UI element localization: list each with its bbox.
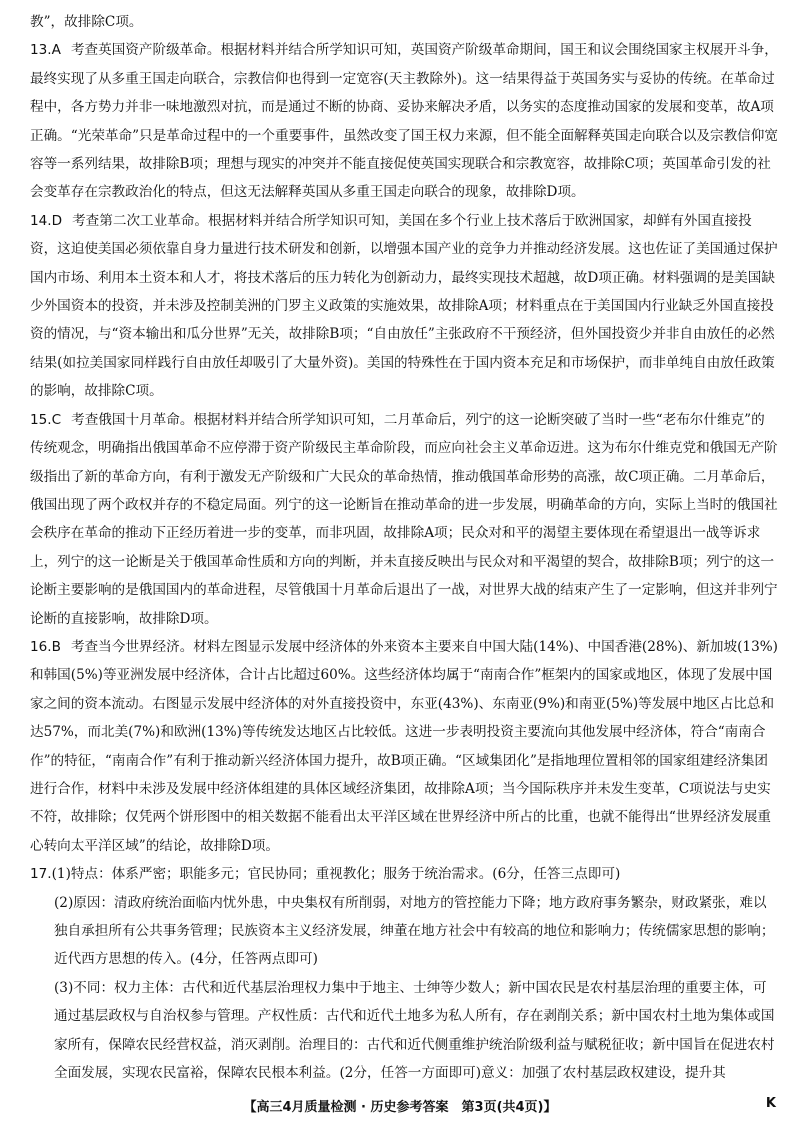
answer-letter: B [51, 638, 61, 655]
answer-letter: D [51, 212, 63, 229]
footer-text: 【高三4月质量检测 · 历史参考答案 第3页(共4页)】 [243, 1100, 557, 1115]
question-number: 13. [30, 42, 52, 59]
question-number: 17. [30, 866, 52, 883]
question-17 [30, 860, 778, 888]
explanation-text: 考查第二次工业革命。根据材料并结合所学知识可知，美国在多个行业上技术落后于欧洲国家，却鲜有外国直接投资，这迫使美国必须依靠自身力量进行技术研发和创新，以增强本国产业的竞争力并推动经济发展。这也佐证了美国通过保护国内市场、利用本土资本和人才，将技术落后的压力转化为创新动力，最终实现技术超越，故D项正确。材料强调的是美国缺少外国资本的投资，并未涉及控制美洲的门罗主义政策的实施效果，故排除A项；材料重点在于美国国内行业缺乏外国直接投资的情况，与“资本输出和瓜分世界”无关，故排除B项；“自由放任”主张政府不干预经济，但外国投资少并非自由放任的必然结果(如拉美国家同样践行自由放任却吸引了大量外资)。美国的特殊性在于国内资本充足和市场保护，而非单纯自由放任政策的影响，故排除C项。 [30, 212, 778, 400]
continued-text: 教”，故排除C项。 [30, 14, 143, 30]
explanation-text: 考查当今世界经济。材料左图显示发展中经济体的外来资本主要来自中国大陆(14%)、中国香港(28%)、新加坡(13%)和韩国(5%)等亚洲发展中经济体，合计占比超过60%。这些经济体均属于“南南合作”框架内的国家或地区，体现了发展中国家之间的资本流动。右图显示发展中经济体的对外直接投资中，东亚(43%)、东南亚(9%)和南亚(5%)等发展中地区占比总和达57%，而北美(7%)和欧洲(13%)等传统发达地区占比较低。这进一步表明投资主要流向其他发展中经济体，符合“南南合作”的特征，“南南合作”有利于推动新兴经济体国力提升，故B项正确。“区域集团化”是指地理位置相邻的国家组建经济集团进行合作，材料中未涉及发展中经济体组建的具体区域经济集团，故排除A项；当今国际秩序并未发生变革，C项说法与史实不符，故排除；仅凭两个饼形图中的相关数据不能看出太平洋区域在世界经济中所占的比重，也就不能得出“世界经济发展重心转向太平洋区域”的结论，故排除D项。 [30, 638, 778, 854]
footer-corner-mark: K [765, 1096, 776, 1111]
question-17-part-2: (2)原因：清政府统治面临内忧外患，中央集权有所削弱，对地方的管控能力下降；地方政府事务繁杂，财政紧张，难以独自承担所有公共事务管理；民族资本主义经济发展，绅董在地方社会中有较高的地位和影响力；传统儒家思想的影响；近代西方思想的传入。(4分，任答两点即可) [54, 894, 775, 968]
question-number: 15. [30, 411, 52, 428]
question-15 [30, 406, 778, 633]
question-13 [30, 36, 778, 206]
explanation-text: 考查英国资产阶级革命。根据材料并结合所学知识可知，英国资产阶级革命期间，国王和议会围绕国家主权展开斗争，最终实现了从多重王国走向联合，宗教信仰也得到一定宽容(天主教除外)。这一结果得益于英国务实与妥协的传统。在革命过程中，各方势力并非一味地激烈对抗，而是通过不断的协商、妥协来解决矛盾，以务实的态度推动国家的发展和变革，故A项正确。“光荣革命”只是革命过程中的一个重要事件，虽然改变了国王权力来源，但不能全面解释英国走向联合以及宗教信仰宽容等一系列结果，故排除B项；理想与现实的冲突并不能直接促使英国实现联合和宗教宽容，故排除C项；英国革命引发的社会变革存在宗教政治化的特点，但这无法解释英国从多重王国走向联合的现象，故排除D项。 [30, 42, 778, 201]
answer-letter: C [51, 411, 62, 428]
explanation-text: 考查俄国十月革命。根据材料并结合所学知识可知，二月革命后，列宁的这一论断突破了当时一些“老布尔什维克”的传统观念，明确指出俄国革命不应停滞于资产阶级民主革命阶段，而应向社会主义革命迈进。这为布尔什维克党和俄国无产阶级指出了新的革命方向，有利于激发无产阶级和广大民众的革命热情，推动俄国革命形势的高涨，故C项正确。二月革命后，俄国出现了两个政权并存的不稳定局面。列宁的这一论断旨在推动革命的进一步发展，明确革命的方向，实际上当时的俄国社会秩序在革命的推动下正经历着进一步的变革，而非巩固，故排除A项；民众对和平的渴望主要体现在希望退出一战等诉求上，列宁的这一论断是关于俄国革命性质和方向的判断，并未直接反映出与民众对和平渴望的契合，故排除B项；列宁的这一论断主要影响的是俄国国内的革命进程，尽管俄国十月革命后退出了一战，对世界大战的结束产生了一定影响，但这并非列宁论断的直接影响，故排除D项。 [30, 411, 778, 627]
question-number: 14. [30, 212, 52, 229]
answer-content [30, 8, 778, 1087]
answer-letter: A [51, 42, 61, 59]
question-14 [30, 207, 778, 406]
question-number: 16. [30, 638, 52, 655]
question-17-part-3: (3)不同：权力主体：古代和近代基层治理权力集中于地主、士绅等少数人；新中国农民是农村基层治理的重要主体，可通过基层政权与自治权参与管理。产权性质：古代和近代土地多为私人所有，存在剥削关系；新中国农村土地为集体或国家所有，保障农民经营权益，消灭剥削。治理目的：古代和近代侧重维护统治阶级利益与赋税征收；新中国旨在促进农村全面发展，实现农民富裕，保障农民根本利益。(2分，任答一方面即可)意义：加强了农村基层政权建设，提升其 [54, 979, 775, 1082]
question-16 [30, 633, 778, 860]
page-footer [0, 1096, 800, 1115]
part-1-text: (1)特点：体系严密；职能多元；官民协同；重视教化；服务于统治需求。(6分，任答三点即可) [51, 866, 621, 883]
